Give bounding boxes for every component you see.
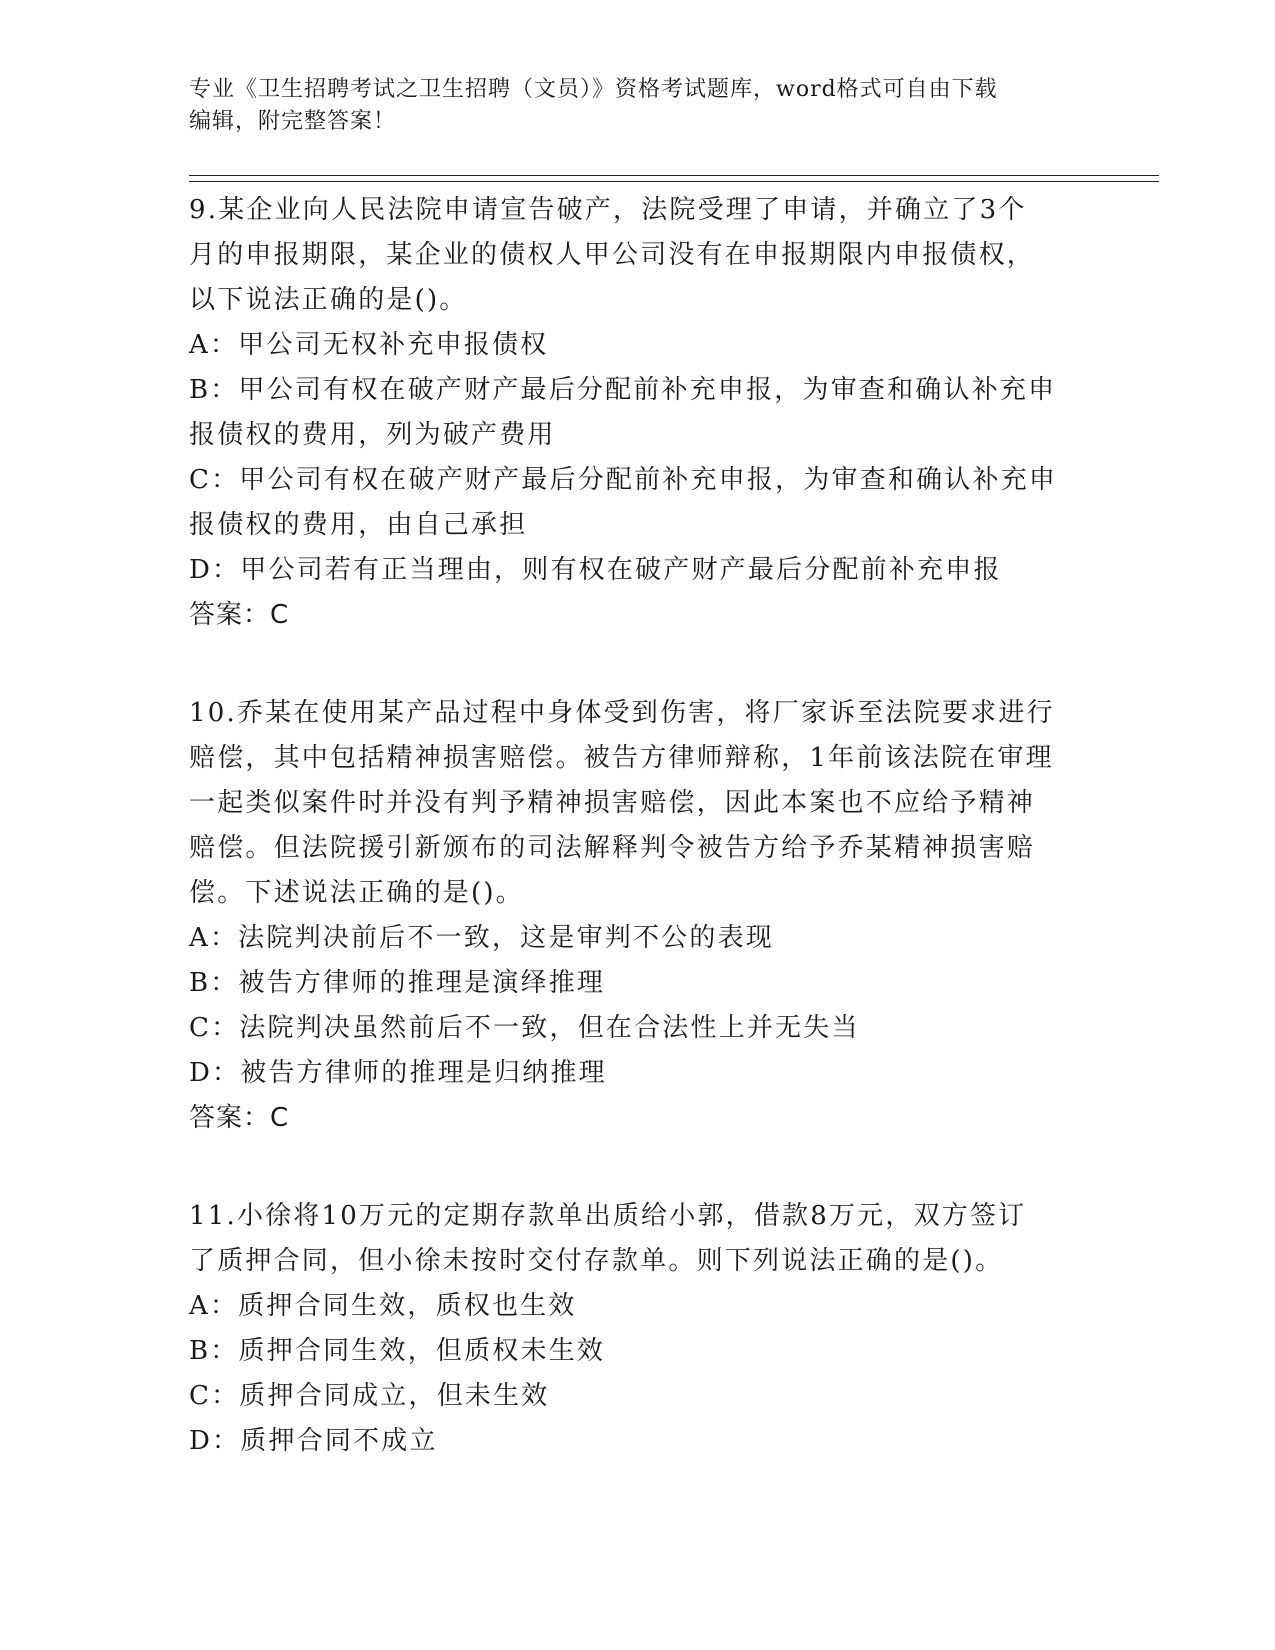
option-line: 报债权的费用，由自己承担 bbox=[189, 510, 528, 540]
header-divider-bottom bbox=[189, 181, 1159, 182]
option-c bbox=[189, 458, 1089, 548]
question-stem-line: 偿。下述说法正确的是()。 bbox=[189, 878, 524, 908]
option-line: 报债权的费用，列为破产费用 bbox=[189, 420, 556, 450]
option-line: A：法院判决前后不一致，这是审判不公的表现 bbox=[189, 923, 774, 953]
option-line: B：被告方律师的推理是演绎推理 bbox=[189, 968, 606, 998]
option-line: A：质押合同生效，质权也生效 bbox=[189, 1291, 577, 1321]
document-header bbox=[189, 74, 1069, 138]
option-c bbox=[189, 1374, 1089, 1419]
option-a bbox=[189, 916, 1089, 961]
question-spacer bbox=[189, 1141, 1089, 1194]
option-b bbox=[189, 368, 1089, 458]
question-stem-line: 一起类似案件时并没有判予精神损害赔偿，因此本案也不应给予精神 bbox=[189, 788, 1036, 818]
question-stem-line: 赔偿。但法院援引新颁布的司法解释判令被告方给予乔某精神损害赔 bbox=[189, 833, 1036, 863]
option-d bbox=[189, 1419, 1089, 1464]
header-divider-top bbox=[189, 175, 1159, 176]
option-line: C：法院判决虽然前后不一致，但在合法性上并无失当 bbox=[189, 1013, 860, 1043]
question-stem bbox=[189, 1194, 1089, 1284]
option-line: D：质押合同不成立 bbox=[189, 1426, 438, 1456]
question-stem-line: 11.小徐将10万元的定期存款单出质给小郭，借款8万元，双方签订 bbox=[189, 1201, 1027, 1231]
option-d bbox=[189, 548, 1089, 593]
option-b bbox=[189, 1329, 1089, 1374]
option-c bbox=[189, 1006, 1089, 1051]
option-line: B：甲公司有权在破产财产最后分配前补充申报，为审查和确认补充申 bbox=[189, 375, 1057, 405]
option-line: B：质押合同生效，但质权未生效 bbox=[189, 1336, 606, 1366]
question-stem-line: 10.乔某在使用某产品过程中身体受到伤害，将厂家诉至法院要求进行 bbox=[189, 698, 1055, 728]
question-10 bbox=[189, 691, 1089, 1141]
option-line: D：甲公司若有正当理由，则有权在破产财产最后分配前补充申报 bbox=[189, 555, 1002, 585]
question-11 bbox=[189, 1194, 1089, 1464]
answer-label: 答案：C bbox=[189, 1103, 290, 1133]
question-stem bbox=[189, 188, 1089, 323]
question-stem-line: 以下说法正确的是()。 bbox=[189, 285, 468, 315]
question-spacer bbox=[189, 638, 1089, 691]
option-a bbox=[189, 1284, 1089, 1329]
question-stem-line: 赔偿，其中包括精神损害赔偿。被告方律师辩称，1年前该法院在审理 bbox=[189, 743, 1054, 773]
option-a bbox=[189, 323, 1089, 368]
question-stem-line: 9.某企业向人民法院申请宣告破产，法院受理了申请，并确立了3个 bbox=[189, 195, 1027, 225]
option-line: C：质押合同成立，但未生效 bbox=[189, 1381, 550, 1411]
question-stem bbox=[189, 691, 1089, 916]
option-line: C：甲公司有权在破产财产最后分配前补充申报，为审查和确认补充申 bbox=[189, 465, 1058, 495]
question-list bbox=[189, 188, 1089, 1464]
option-d bbox=[189, 1051, 1089, 1096]
option-b bbox=[189, 961, 1089, 1006]
question-9 bbox=[189, 188, 1089, 638]
header-line-2: 编辑，附完整答案！ bbox=[189, 109, 397, 134]
option-line: A：甲公司无权补充申报债权 bbox=[189, 330, 549, 360]
answer-label: 答案：C bbox=[189, 600, 290, 630]
question-stem-line: 了质押合同，但小徐未按时交付存款单。则下列说法正确的是()。 bbox=[189, 1246, 1004, 1276]
option-line: D：被告方律师的推理是归纳推理 bbox=[189, 1058, 607, 1088]
header-line-1: 专业《卫生招聘考试之卫生招聘（文员）》资格考试题库，word格式可自由下载 bbox=[189, 77, 998, 102]
question-stem-line: 月的申报期限，某企业的债权人甲公司没有在申报期限内申报债权， bbox=[189, 240, 1036, 270]
